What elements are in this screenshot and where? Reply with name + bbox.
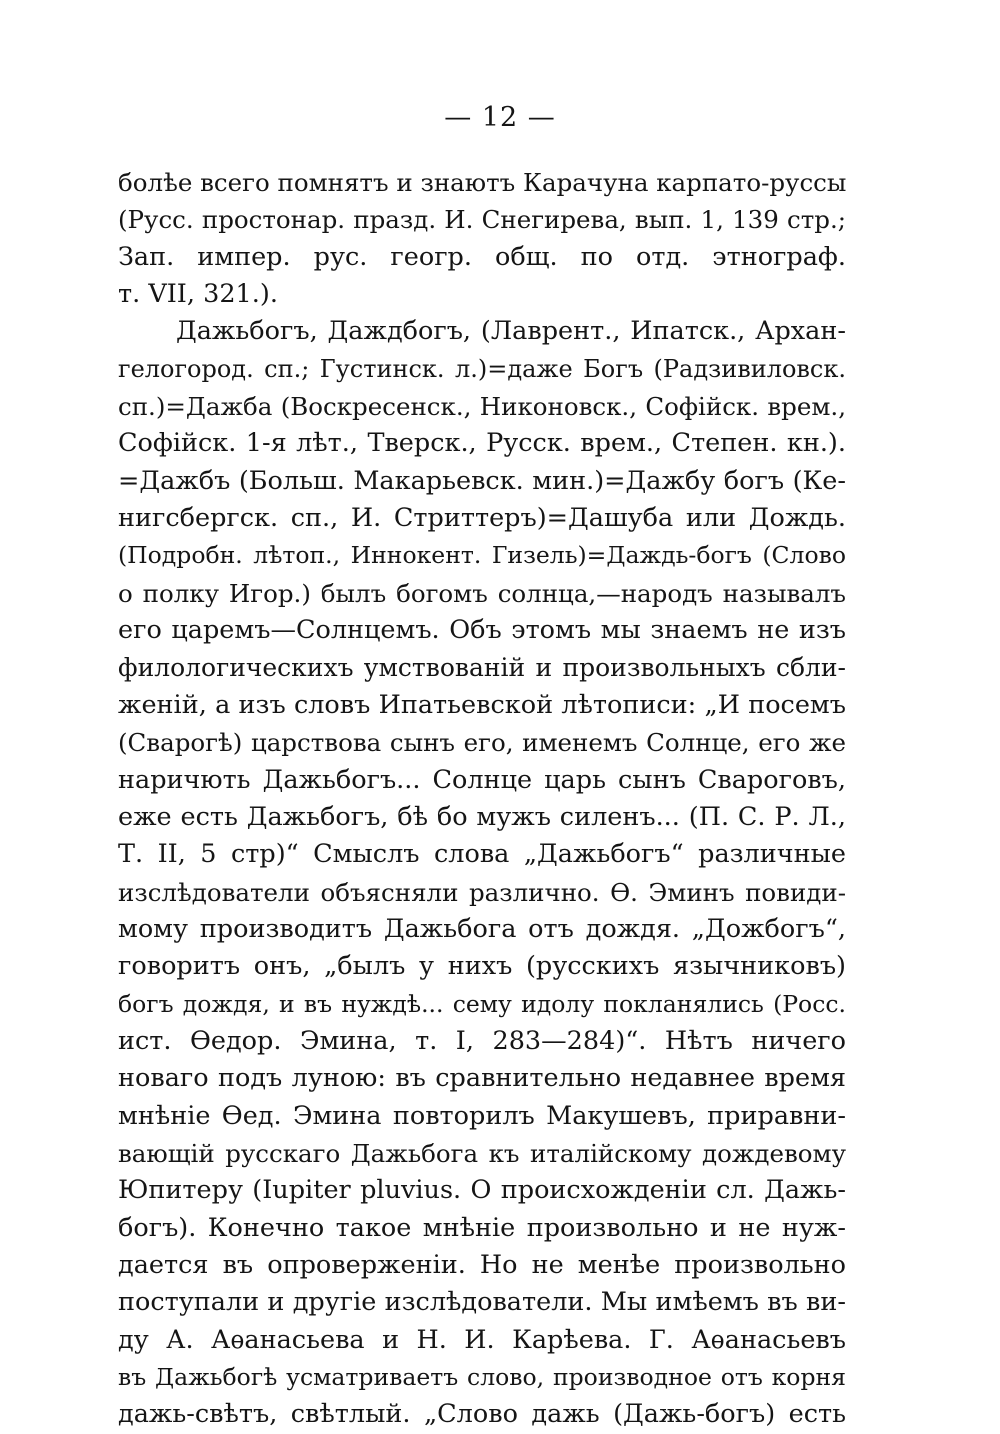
text-line: ист. Ѳедор. Эмина, т. I, 283—284)“. Нѣтъ ничего [118,1025,846,1056]
text-line: еже есть Дажьбогъ, бѣ бо мужъ силенъ... (П. С. Р. Л., [118,801,846,832]
text-line: гелогород. сп.; Густинск. л.)=даже Богъ (Радзивиловск. [118,354,846,383]
text-line: женiй, а изъ словъ Ипатьевской лѣтописи: „И посемъ [118,689,846,720]
text-line: (Русс. простонар. празд. И. Снегирева, вып. 1, 139 стр.; [118,205,846,235]
text-line: мому производитъ Дажьбога отъ дождя. „Дожбогъ“, [118,913,846,944]
text-line: мнѣнiе Ѳед. Эмина повторилъ Макушевъ, приравни- [118,1100,846,1131]
text-line: (Сварогѣ) царствова сынъ его, именемъ Солнце, его же [118,728,846,758]
text-line: нигсбергск. сп., И. Стриттеръ)=Дашуба или Дождь. [118,503,846,534]
text-line: сп.)=Дажба (Воскресенск., Никоновск., Софiйск. врем., [118,392,846,422]
text-line: богъ). Конечно такое мнѣнiе произвольно и не нуж- [118,1212,846,1243]
text-line: въ Дажьбогѣ усматриваетъ слово, производное отъ корня [118,1363,846,1391]
text-line: его царемъ—Солнцемъ. Объ этомъ мы знаемъ не изъ [118,615,846,646]
paragraph-first-line: Дажьбогъ, Даждбогъ, (Лаврент., Ипатск., Архан- [176,316,846,347]
text-line: поступали и другiе изслѣдователи. Мы имѣемъ въ ви- [118,1287,846,1318]
text-line: богъ дождя, и въ нуждѣ... сему идолу покланялись (Росс. [118,989,846,1018]
text-line: болѣе всего помнятъ и знаютъ Карачуна карпато-руссы [118,168,846,197]
text-line: вающiй русскаго Дажьбога къ италiйскому дождевому [118,1138,846,1168]
text-line: (Подробн. лѣтоп., Иннокент. Гизель)=Даждь-богъ (Слово [118,541,846,570]
text-line: Юпитеру (Iupiter pluvius. О происхожденiи сл. Дажь- [118,1175,846,1206]
page-number: — 12 — [444,102,556,133]
text-line: говоритъ онъ, „былъ у нихъ (русскихъ язычниковъ) [118,951,846,982]
text-line: Зап. импер. рус. геогр. общ. по отд. этнограф. [118,241,846,272]
text-line: наричють Дажьбогъ... Солнце царь сынъ Свароговъ, [118,764,846,795]
text-line: дажь-свѣтъ, свѣтлый. „Слово дажь (Дажь-богъ) есть [118,1399,846,1430]
text-line: филологическихъ умствованiй и произвольныхъ сбли- [118,653,846,683]
text-line: Софiйск. 1-я лѣт., Тверск., Русск. врем., Степен. кн.). [118,428,846,459]
text-line: дается въ опроверженiи. Но не менѣе произвольно [118,1249,846,1280]
body-text [118,164,846,1434]
text-line: =Дажбъ (Больш. Макарьевск. мин.)=Дажбу богъ (Ке- [118,465,846,496]
text-line: ду А. Аѳанасьева и Н. И. Карѣева. Г. Аѳанасьевъ [118,1324,846,1355]
text-line: о полку Игор.) былъ богомъ солнца,—народъ называлъ [118,578,846,608]
text-line: Т. II, 5 стр)“ Смыслъ слова „Дажьбогъ“ различные [118,839,846,870]
text-line: изслѣдователи объясняли различно. Ѳ. Эминъ повиди- [118,877,846,907]
text-line: новаго подъ луною: въ сравнительно недавнее время [118,1063,846,1094]
text-line: т. VII, 321.). [118,279,278,310]
